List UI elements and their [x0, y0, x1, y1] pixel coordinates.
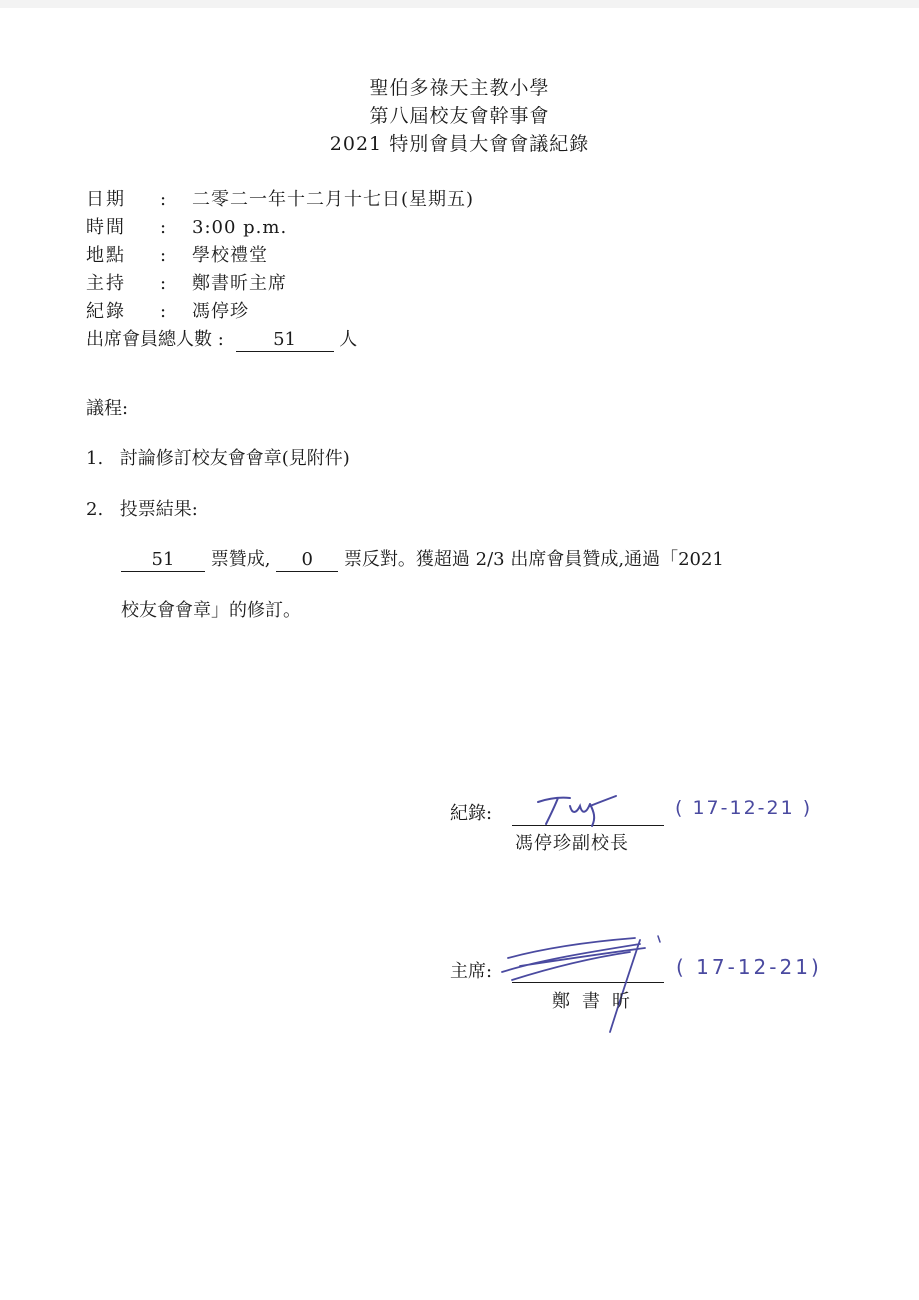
time-value: 3:00 p.m. — [192, 217, 288, 238]
document-title: 2021 特別會員大會會議紀錄 — [329, 133, 590, 155]
agenda-item-text: 討論修訂校友會會章(見附件) — [119, 448, 350, 469]
chair-signature-mark — [490, 930, 670, 1040]
host-label: 主持 — [86, 273, 126, 294]
colon: : — [160, 189, 167, 210]
venue-value: 學校禮堂 — [192, 245, 268, 266]
recorder-name: 馮停珍副校長 — [515, 833, 629, 854]
document-header — [0, 74, 919, 158]
colon: : — [160, 273, 167, 294]
agenda-item-number: 2. — [86, 499, 104, 520]
chair-signature-label: 主席: — [450, 961, 493, 982]
recorder-signature-mark — [530, 790, 630, 830]
votes-against-text: 票反對。獲超過 2/3 出席會員贊成,通過「2021 — [343, 549, 724, 570]
votes-for-count: 51 — [121, 549, 205, 572]
vote-result-line — [121, 546, 724, 574]
agenda-title: 議程: — [86, 398, 129, 419]
agenda-item-2 — [86, 496, 198, 524]
attendance-count: 51 — [236, 329, 334, 352]
date-label: 日期 — [86, 189, 126, 210]
time-label: 時間 — [86, 217, 126, 238]
chair-signature-date: ( 17-12-21) — [676, 955, 822, 979]
recorder-label: 紀錄 — [86, 301, 126, 322]
date-value: 二零二一年十二月十七日(星期五) — [192, 189, 475, 210]
recorder-value: 馮停珍 — [192, 301, 249, 322]
attendance-row — [86, 326, 357, 354]
votes-for-text: 票贊成, — [210, 549, 271, 570]
attendance-label: 出席會員總人數 : — [86, 329, 224, 350]
host-value: 鄭書昕主席 — [192, 273, 287, 294]
agenda-item-1 — [86, 445, 350, 473]
colon: : — [160, 217, 167, 238]
votes-against-count: 0 — [276, 549, 338, 572]
colon: : — [160, 301, 167, 322]
scan-edge — [0, 0, 919, 8]
chair-name: 鄭書昕 — [552, 991, 642, 1012]
committee-name: 第八屆校友會幹事會 — [369, 105, 550, 127]
venue-label: 地點 — [86, 245, 126, 266]
colon: : — [160, 245, 167, 266]
attendance-unit: 人 — [339, 329, 358, 350]
agenda-item-text: 投票結果: — [119, 499, 198, 520]
vote-result-line-2: 校友會會章」的修訂。 — [121, 600, 301, 621]
recorder-signature-date: ( 17-12-21 ) — [675, 797, 813, 819]
recorder-signature-label: 紀錄: — [450, 803, 493, 824]
school-name: 聖伯多祿天主教小學 — [369, 77, 550, 99]
agenda-item-number: 1. — [86, 448, 104, 469]
